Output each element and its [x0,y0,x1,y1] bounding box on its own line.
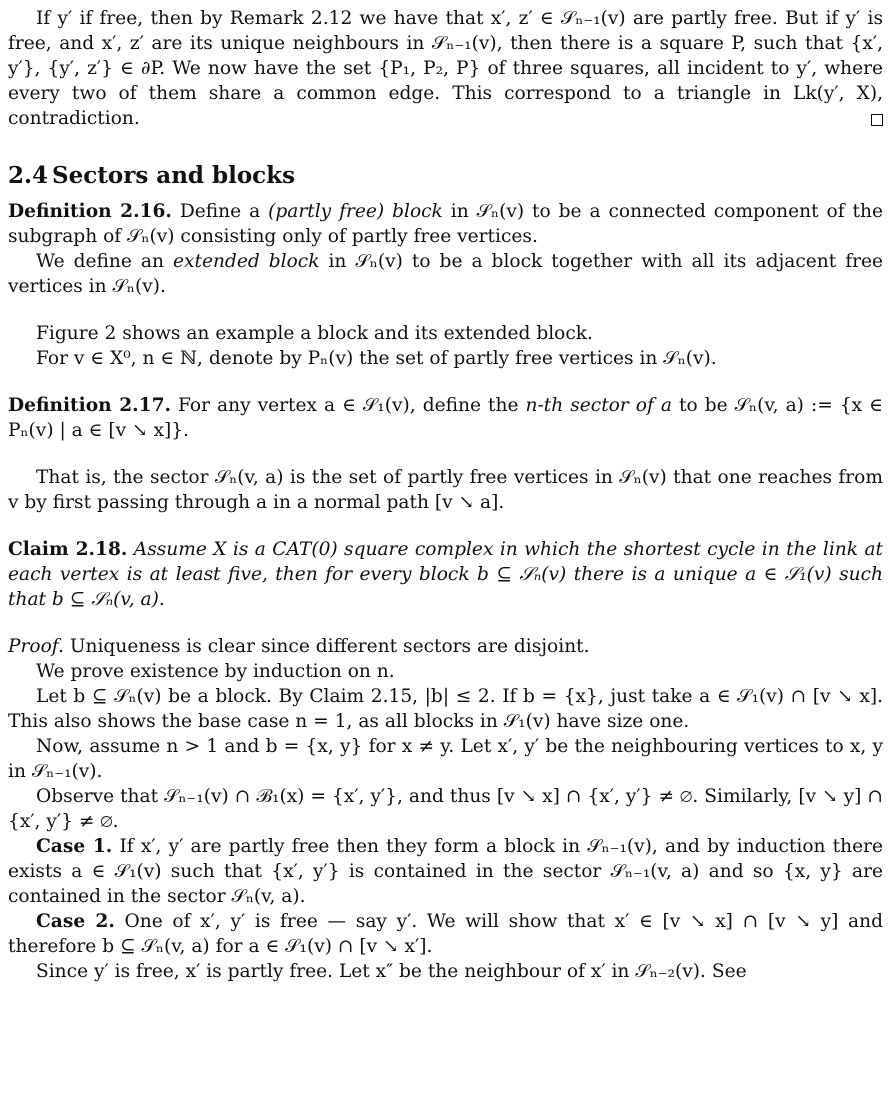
proof-ending-paragraph [8,6,883,131]
claim-2-18 [8,537,883,612]
proof-ending-text: If y′ if free, then by Remark 2.12 we have that x′, z′ ∈ 𝒮ₙ₋₁(v) are partly free. But if y′ is free, and x′, z′ are its unique neighbours in 𝒮ₙ₋₁(v), then there is a square P, such that {x′, y′}, {y′, z′} ∈ ∂P. We now have the set {P₁, P₂, P} of three squares, all incident to y′, where every two of them share a common edge. This correspond to a triangle in Lk(y′, X), contradiction. [8,8,883,129]
extended-block-post: in 𝒮ₙ(v) to be a block together with all its adjacent free vertices in 𝒮ₙ(v). [8,251,883,297]
observe-paragraph: Observe that 𝒮ₙ₋₁(v) ∩ ℬ₁(x) = {x′, y′}, and thus [v ↘ x] ∩ {x′, y′} ≠ ∅. Similarly, [v ↘ y] ∩ {x′, y′} ≠ ∅. [8,786,883,832]
proof-start [8,634,883,659]
qed-box-icon [871,114,883,126]
definition-2-17-label: Definition 2.17. [8,395,171,416]
definition-2-16-term: (partly free) block [268,201,443,222]
claim-2-18-text: Assume X is a CAT(0) square complex in which the shortest cycle in the link at each vertex is at least five, then for every block b ⊆ 𝒮ₙ(v) there is a unique a ∈ 𝒮₁(v) such that b ⊆ 𝒮ₙ(v, a). [8,539,883,610]
definition-2-17-text-post: to be 𝒮ₙ(v, a) := {x ∈ Pₙ(v) | a ∈ [v ↘ x]}. [8,395,883,441]
case-1-text: If x′, y′ are partly free then they form a block in 𝒮ₙ₋₁(v), and by induction there exists a ∈ 𝒮₁(v) such that {x′, y′} is contained in the sector 𝒮ₙ₋₁(v, a) and so {x, y} are contained in the sector 𝒮ₙ(v, a). [8,836,883,907]
assume-paragraph: Now, assume n > 1 and b = {x, y} for x ≠ y. Let x′, y′ be the neighbouring vertices to x, y in 𝒮ₙ₋₁(v). [8,736,883,782]
proof-text: Uniqueness is clear since different sectors are disjoint. [69,636,590,657]
section-heading [8,161,883,191]
last-paragraph: Since y′ is free, x′ is partly free. Let x″ be the neighbour of x′ in 𝒮ₙ₋₂(v). See [36,961,747,982]
definition-2-17-text-pre: For any vertex a ∈ 𝒮₁(v), define the [178,395,519,416]
induction-paragraph: We prove existence by induction on n. [36,661,395,682]
definition-2-16-text-pre: Define a [179,201,261,222]
definition-2-16-label: Definition 2.16. [8,201,172,222]
block-paragraph: Let b ⊆ 𝒮ₙ(v) be a block. By Claim 2.15, |b| ≤ 2. If b = {x}, just take a ∈ 𝒮₁(v) ∩ [v ↘ x]. This also shows the base case n = 1, as all blocks in 𝒮₁(v) have size one. [8,686,883,732]
definition-2-17-term: n-th sector of a [525,395,672,416]
extended-block-term: extended block [172,251,320,272]
claim-2-18-label: Claim 2.18. [8,539,128,560]
case-2-text: One of x′, y′ is free — say y′. We will show that x′ ∈ [v ↘ x] ∩ [v ↘ y] and therefore b ⊆ 𝒮ₙ(v, a) for a ∈ 𝒮₁(v) ∩ [v ↘ x′]. [8,911,883,957]
definition-2-16 [8,199,883,249]
extended-block-pre: We define an [36,251,164,272]
case-2-paragraph [8,909,883,959]
sector-explanation: That is, the sector 𝒮ₙ(v, a) is the set of partly free vertices in 𝒮ₙ(v) that one reaches from v by first passing through a in a normal path [v ↘ a]. [8,467,883,513]
case-1-label: Case 1. [36,836,113,857]
partly-free-notation: For v ∈ X⁰, n ∈ ℕ, denote by Pₙ(v) the set of partly free vertices in 𝒮ₙ(v). [36,348,717,369]
section-title: Sectors and blocks [52,162,296,189]
definition-2-16-text-post: in 𝒮ₙ(v) to be a connected component of the subgraph of 𝒮ₙ(v) consisting only of partly free vertices. [8,201,883,247]
definition-2-17 [8,393,883,443]
section-number: 2.4 [8,162,49,189]
case-2-label: Case 2. [36,911,115,932]
case-1-paragraph [8,834,883,909]
proof-label: Proof. [8,636,64,657]
figure-reference: Figure 2 shows an example a block and its extended block. [36,323,593,344]
extended-block-definition [8,249,883,299]
